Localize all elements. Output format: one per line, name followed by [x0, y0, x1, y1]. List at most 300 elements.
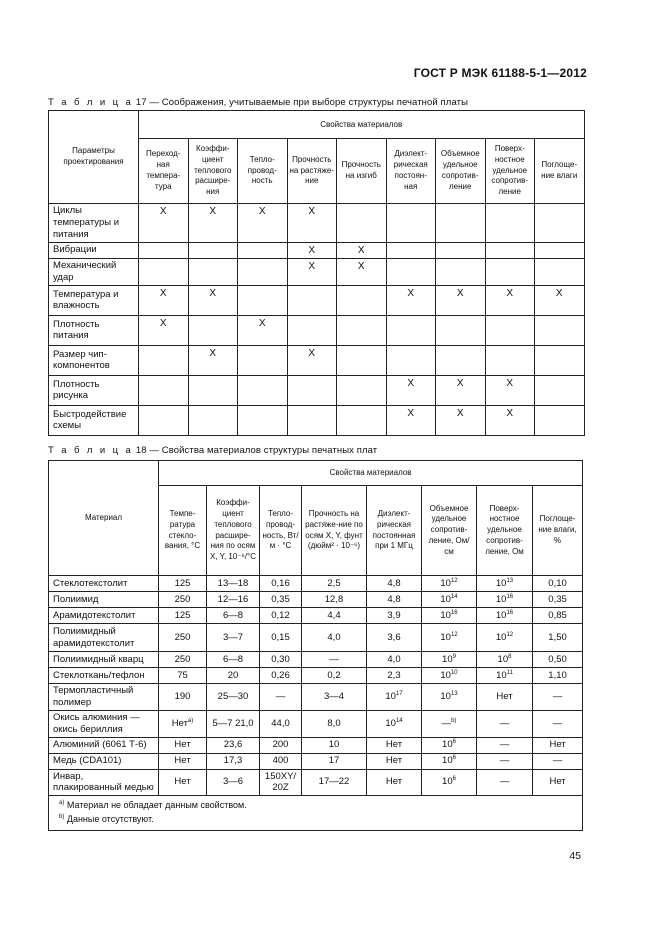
mark-cell: [535, 259, 585, 286]
value-superscript: 16: [506, 593, 514, 600]
value-text: 125: [174, 577, 191, 589]
value-cell: [477, 592, 533, 608]
value-text: 6—8: [222, 609, 244, 621]
value-superscript: 10: [450, 669, 458, 676]
value-cell: [207, 710, 260, 737]
value-text: 10: [442, 776, 453, 788]
value-text: 0,30: [271, 653, 290, 665]
design-considerations-body: [49, 111, 585, 436]
mark-cell: X: [188, 204, 238, 243]
value-text: 0,15: [271, 631, 290, 643]
table-row: [49, 259, 585, 286]
value-text: Нет: [174, 776, 191, 788]
material-name: Полиимидный арамидотекстолит: [49, 624, 159, 652]
mark-cell: [139, 345, 189, 375]
mark-cell: [337, 315, 387, 345]
mark-cell: X: [188, 285, 238, 315]
column-header: Коэффи-циент теплового расшире-ния: [188, 139, 238, 204]
value-cell: [477, 753, 533, 769]
value-text: 190: [174, 690, 191, 702]
value-text: 250: [174, 653, 191, 665]
value-cell: [367, 608, 422, 624]
mark-cell: [238, 405, 288, 435]
value-cell: [533, 576, 583, 592]
value-cell: [302, 652, 367, 668]
footnote: [59, 799, 576, 813]
value-cell: [422, 737, 477, 753]
value-cell: [302, 624, 367, 652]
column-header: Поглоще-ние влаги, %: [533, 486, 583, 576]
value-text: 6—8: [222, 653, 244, 665]
value-text: 10: [495, 577, 507, 589]
value-cell: [260, 737, 302, 753]
value-text: 150XY/ 20Z: [264, 770, 297, 794]
value-text: Нет: [174, 755, 191, 767]
value-cell: [207, 668, 260, 684]
value-text: —: [499, 755, 510, 767]
mark-cell: [386, 259, 436, 286]
footnote-mark: b): [59, 813, 65, 820]
value-text: 0,35: [548, 593, 567, 605]
mark-cell: X: [139, 315, 189, 345]
value-cell: [260, 710, 302, 737]
value-cell: [367, 624, 422, 652]
value-cell: [260, 753, 302, 769]
page-number: 45: [569, 850, 581, 862]
value-cell: [159, 769, 207, 796]
column-header: Темпе-ратура стекло-вания, °С: [159, 486, 207, 576]
value-cell: [533, 684, 583, 711]
value-cell: [533, 608, 583, 624]
value-text: 0,2: [327, 669, 341, 681]
group-header: Свойства материалов: [159, 461, 583, 486]
value-text: 44,0: [271, 717, 290, 729]
footnotes: [49, 796, 583, 831]
mark-cell: X: [386, 405, 436, 435]
table-number: 17: [135, 97, 147, 108]
value-cell: [533, 753, 583, 769]
mark-cell: [485, 242, 535, 259]
value-cell: [159, 710, 207, 737]
mark-cell: [188, 405, 238, 435]
value-text: 0,16: [271, 577, 290, 589]
mark-cell: [188, 259, 238, 286]
value-text: 75: [177, 669, 188, 681]
mark-cell: [337, 204, 387, 243]
value-text: —: [552, 717, 563, 729]
mark-cell: [535, 204, 585, 243]
mark-cell: X: [485, 375, 535, 405]
column-header: Тепло-провод-ность: [238, 139, 288, 204]
table-row: [49, 375, 585, 405]
material-name: Стеклоткань/тефлон: [49, 668, 159, 684]
mark-cell: [188, 242, 238, 259]
value-text: —: [499, 717, 510, 729]
value-superscript: 12: [506, 631, 514, 638]
value-text: 5—7 21,0: [212, 717, 254, 729]
value-superscript: 11: [506, 669, 513, 676]
table-row: [49, 710, 583, 737]
value-text: —: [499, 739, 510, 751]
value-text: 3,9: [387, 609, 401, 621]
value-superscript: 9: [452, 653, 456, 660]
table-row: [49, 285, 585, 315]
value-cell: [159, 592, 207, 608]
table-label: Т а б л и ц а: [48, 97, 134, 108]
footnote-mark: а): [59, 800, 65, 807]
value-cell: [207, 576, 260, 592]
mark-cell: X: [287, 345, 337, 375]
table-row: [49, 624, 583, 652]
table-row: [49, 576, 583, 592]
value-cell: [367, 769, 422, 796]
value-superscript: 12: [450, 577, 458, 584]
column-header: Прочность на растяже-ние по осям X, Y, фунт (дюйм² · 10⁻⁶): [302, 486, 367, 576]
value-cell: [422, 624, 477, 652]
material-name: Арамидотекстолит: [49, 608, 159, 624]
value-text: 3—7: [222, 631, 244, 643]
table-row: [49, 652, 583, 668]
mark-cell: [238, 259, 288, 286]
column-header: Поглоще-ние влаги: [535, 139, 585, 204]
value-cell: [477, 769, 533, 796]
column-header: Диэлект-рическая постоянная при 1 МГц: [367, 486, 422, 576]
mark-cell: X: [287, 259, 337, 286]
column-header: Объемное удельное сопротив-ление, Ом/см: [422, 486, 477, 576]
value-text: 10: [440, 669, 451, 681]
mark-cell: [485, 259, 535, 286]
mark-cell: [436, 242, 486, 259]
value-text: 10: [440, 609, 451, 621]
value-text: 0,85: [548, 609, 567, 621]
mark-cell: X: [485, 405, 535, 435]
mark-cell: [337, 405, 387, 435]
column-header: Тепло-провод-ность, Вт/м · °С: [260, 486, 302, 576]
table-row: [49, 405, 585, 435]
value-cell: [367, 652, 422, 668]
value-superscript: 17: [395, 690, 403, 697]
mark-cell: [436, 259, 486, 286]
value-cell: [477, 710, 533, 737]
mark-cell: [139, 259, 189, 286]
value-cell: [302, 608, 367, 624]
value-text: 10: [442, 755, 453, 767]
value-text: 250: [174, 593, 191, 605]
value-superscript: 8: [508, 653, 512, 660]
table-row: [49, 753, 583, 769]
table-number: 18: [135, 445, 147, 456]
table-row: [49, 608, 583, 624]
value-text: 0,10: [548, 577, 567, 589]
table-caption-text: — Свойства материалов структуры печатных плат: [146, 445, 378, 456]
material-name: Полиимидный кварц: [49, 652, 159, 668]
mark-cell: [287, 285, 337, 315]
value-text: 10: [440, 593, 451, 605]
value-cell: [159, 668, 207, 684]
value-cell: [302, 737, 367, 753]
value-superscript: 12: [450, 631, 458, 638]
mark-cell: X: [535, 285, 585, 315]
value-superscript: 16: [506, 609, 514, 616]
mark-cell: [287, 315, 337, 345]
value-cell: [159, 576, 207, 592]
value-cell: [533, 668, 583, 684]
table-caption-text: — Соображения, учитываемые при выборе структуры печатной платы: [146, 97, 469, 108]
mark-cell: [386, 315, 436, 345]
mark-cell: [188, 315, 238, 345]
value-text: 4,8: [387, 577, 401, 589]
value-cell: [302, 684, 367, 711]
value-superscript: а): [187, 717, 194, 724]
value-cell: [302, 753, 367, 769]
table-row: [49, 315, 585, 345]
value-text: 10: [440, 690, 451, 702]
value-text: Нет: [385, 739, 403, 751]
value-cell: [159, 608, 207, 624]
value-superscript: b): [451, 717, 457, 724]
mark-cell: X: [436, 405, 486, 435]
mark-cell: [287, 405, 337, 435]
material-name: Стеклотекстолит: [49, 576, 159, 592]
row-label: Быстродействие схемы: [49, 405, 139, 435]
value-cell: [207, 769, 260, 796]
table-row: [49, 668, 583, 684]
table-row: [49, 684, 583, 711]
mark-cell: [535, 405, 585, 435]
value-text: Нет: [171, 717, 188, 729]
value-text: Нет: [549, 776, 566, 788]
mark-cell: [386, 242, 436, 259]
value-text: Нет: [496, 690, 513, 702]
value-cell: [207, 753, 260, 769]
value-cell: [159, 652, 207, 668]
value-cell: [302, 592, 367, 608]
value-text: 10: [442, 739, 453, 751]
column-header: Прочность на растяже-ние: [287, 139, 337, 204]
value-cell: [422, 753, 477, 769]
table-row: [49, 737, 583, 753]
value-text: 0,26: [271, 669, 290, 681]
column-header: Прочность на изгиб: [337, 139, 387, 204]
value-text: 1,10: [548, 669, 567, 681]
material-properties-body: [49, 461, 583, 831]
row-label: Механический удар: [49, 259, 139, 286]
value-text: 10: [495, 631, 507, 643]
mark-cell: X: [337, 259, 387, 286]
mark-cell: X: [386, 285, 436, 315]
value-text: 10: [385, 690, 396, 702]
value-text: 10: [497, 653, 509, 665]
row-label: Плотность питания: [49, 315, 139, 345]
value-superscript: 6: [452, 754, 456, 761]
material-name: Алюминий (6061 Т-6): [49, 737, 159, 753]
group-header: Свойства материалов: [139, 111, 585, 139]
value-text: 200: [272, 739, 289, 751]
value-cell: [260, 769, 302, 796]
column-header: Поверх-ностное удельное сопротив-ление: [485, 139, 535, 204]
column-header: Переход-ная темпера-тура: [139, 139, 189, 204]
value-cell: [159, 737, 207, 753]
mark-cell: [337, 375, 387, 405]
table-row: [49, 345, 585, 375]
mark-cell: [535, 242, 585, 259]
value-cell: [422, 576, 477, 592]
mark-cell: [485, 315, 535, 345]
mark-cell: X: [238, 315, 288, 345]
column-header: Объемное удельное сопротив-ление: [436, 139, 486, 204]
value-text: —: [552, 690, 563, 702]
value-text: 8,0: [327, 717, 341, 729]
value-text: —: [441, 717, 452, 729]
mark-cell: [238, 345, 288, 375]
value-text: —: [552, 755, 563, 767]
mark-cell: [337, 285, 387, 315]
value-cell: [207, 737, 260, 753]
row-label: Температура и влажность: [49, 285, 139, 315]
table-18-caption: [48, 445, 377, 456]
value-cell: [367, 737, 422, 753]
value-cell: [207, 652, 260, 668]
value-cell: [367, 576, 422, 592]
value-cell: [260, 592, 302, 608]
column-header: Коэффи-циент теплового расшире-ния по осям X, Y, 10⁻⁶/°С: [207, 486, 260, 576]
value-cell: [207, 684, 260, 711]
mark-cell: X: [337, 242, 387, 259]
value-cell: [422, 769, 477, 796]
material-name: Полиимид: [49, 592, 159, 608]
material-name: Окись алюминия — окись бериллия: [49, 710, 159, 737]
value-cell: [477, 576, 533, 592]
value-text: —: [275, 690, 286, 702]
value-text: 17: [328, 755, 340, 767]
mark-cell: [436, 315, 486, 345]
row-label: Размер чип-компонентов: [49, 345, 139, 375]
value-text: 10: [385, 717, 396, 729]
material-name: Медь (CDA101): [49, 753, 159, 769]
value-text: 13—18: [217, 577, 249, 589]
value-cell: [207, 608, 260, 624]
value-text: 125: [174, 609, 191, 621]
value-cell: [367, 753, 422, 769]
value-cell: [260, 684, 302, 711]
mark-cell: X: [139, 204, 189, 243]
value-text: 10: [495, 609, 507, 621]
value-text: 3—6: [222, 776, 244, 788]
value-text: 10: [440, 577, 451, 589]
value-cell: [367, 710, 422, 737]
value-superscript: 6: [452, 776, 456, 783]
value-cell: [422, 710, 477, 737]
value-cell: [260, 624, 302, 652]
column-header: Диэлект-рическая постоян-ная: [386, 139, 436, 204]
value-cell: [422, 668, 477, 684]
value-text: 10: [496, 669, 507, 681]
value-superscript: 6: [452, 738, 456, 745]
mark-cell: [436, 204, 486, 243]
mark-cell: [139, 405, 189, 435]
row-label: Циклы температуры и питания: [49, 204, 139, 243]
value-text: 20: [227, 669, 239, 681]
mark-cell: X: [238, 204, 288, 243]
value-cell: [477, 652, 533, 668]
mark-cell: [386, 204, 436, 243]
mark-cell: [386, 345, 436, 375]
footnote-text: Материал не обладает данным свойством.: [64, 800, 247, 811]
table-label: Т а б л и ц а: [48, 445, 134, 456]
value-text: 4,4: [327, 609, 341, 621]
value-cell: [533, 710, 583, 737]
value-cell: [159, 753, 207, 769]
mark-cell: X: [485, 285, 535, 315]
value-text: 4,8: [387, 593, 401, 605]
value-text: 3—4: [323, 690, 345, 702]
value-cell: [260, 576, 302, 592]
mark-cell: [436, 345, 486, 375]
mark-cell: [337, 345, 387, 375]
value-cell: [260, 652, 302, 668]
value-text: 4,0: [387, 653, 401, 665]
value-superscript: 14: [395, 717, 403, 724]
mark-cell: [238, 242, 288, 259]
value-cell: [422, 652, 477, 668]
value-cell: [302, 769, 367, 796]
mark-cell: X: [188, 345, 238, 375]
value-cell: [367, 592, 422, 608]
mark-cell: X: [139, 285, 189, 315]
value-text: 12,8: [324, 593, 344, 605]
value-cell: [302, 576, 367, 592]
row-label: Плотность рисунка: [49, 375, 139, 405]
value-cell: [207, 592, 260, 608]
footnotes-row: [49, 796, 583, 831]
mark-cell: [287, 375, 337, 405]
value-text: 400: [272, 755, 289, 767]
corner-header: Параметры проектирования: [49, 111, 139, 204]
value-text: 4,0: [327, 631, 341, 643]
value-cell: [533, 592, 583, 608]
value-superscript: 13: [450, 690, 458, 697]
value-superscript: 13: [506, 577, 514, 584]
material-name: Термопластичный полимер: [49, 684, 159, 711]
value-cell: [422, 608, 477, 624]
value-text: —: [329, 653, 339, 665]
value-text: 23,6: [223, 739, 243, 751]
value-text: 250: [174, 631, 191, 643]
value-cell: [477, 668, 533, 684]
value-text: Нет: [385, 755, 403, 767]
value-cell: [260, 608, 302, 624]
mark-cell: [238, 285, 288, 315]
value-superscript: 14: [450, 593, 458, 600]
table-row: [49, 204, 585, 243]
value-text: 10: [328, 739, 340, 751]
value-text: Нет: [385, 776, 403, 788]
document-header: ГОСТ Р МЭК 61188-5-1—2012: [413, 66, 587, 80]
mark-cell: [535, 375, 585, 405]
mark-cell: [139, 242, 189, 259]
table-row: [49, 769, 583, 796]
value-cell: [533, 624, 583, 652]
table-row: [49, 242, 585, 259]
value-cell: [533, 769, 583, 796]
value-cell: [477, 684, 533, 711]
mark-cell: [485, 345, 535, 375]
value-cell: [302, 710, 367, 737]
column-header: Поверх-ностное удельное сопротив-ление, Ом: [477, 486, 533, 576]
value-cell: [159, 624, 207, 652]
mark-cell: X: [287, 242, 337, 259]
value-text: 0,12: [271, 609, 290, 621]
